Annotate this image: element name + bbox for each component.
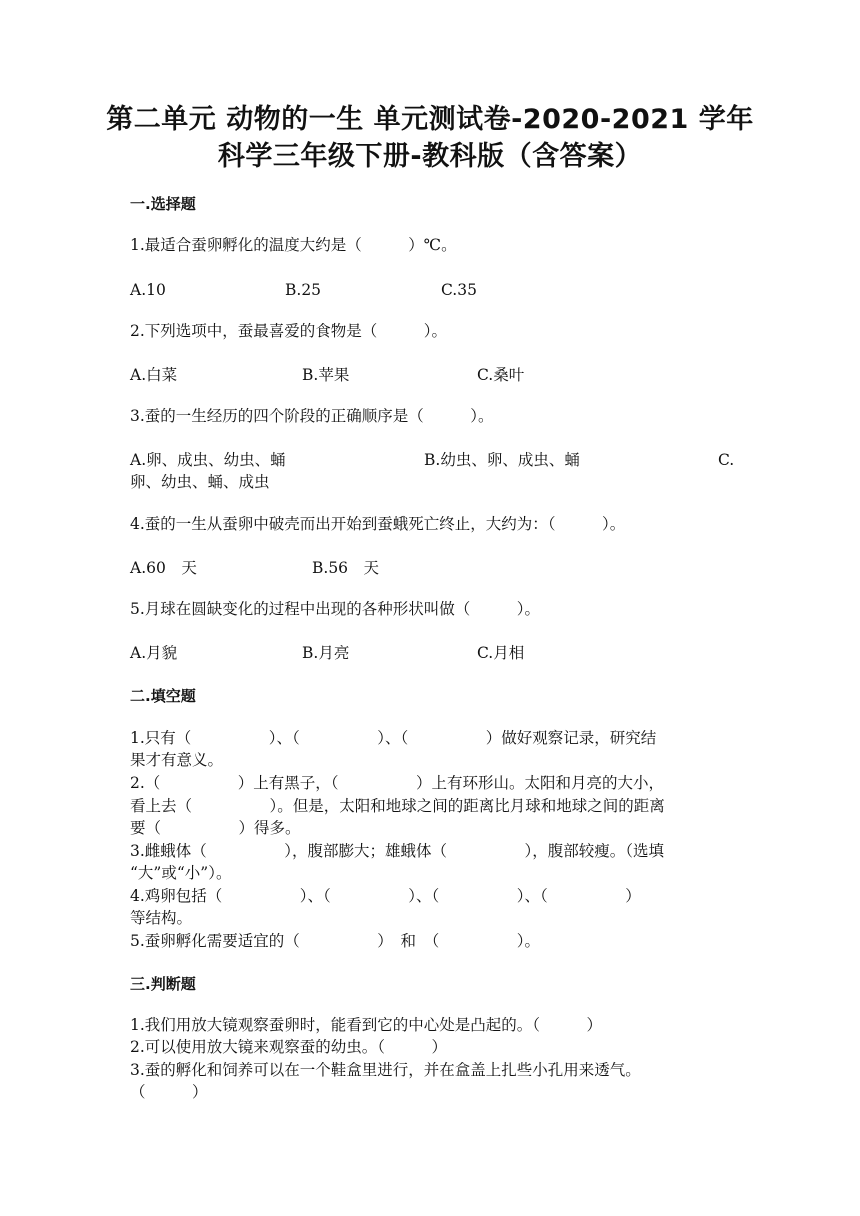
document-title-line-2: 科学三年级下册-教科版（含答案） xyxy=(217,141,643,172)
fill-blank-line: 1.只有（ ）、（ ）、（ ）做好观察记录，研究结 xyxy=(130,729,657,747)
question-4-text: 4.蚕的一生从蚕卵中破壳而出开始到蚕蛾死亡终止，大约为：（ ）。 xyxy=(130,515,626,533)
document-title-line-1: 第二单元 动物的一生 单元测试卷-2020-2021 学年 xyxy=(106,104,754,135)
fill-blank-line: “大”或“小”）。 xyxy=(130,864,232,882)
question-2-option-b: B.苹果 xyxy=(302,366,350,384)
fill-blank-line: 要（ ）得多。 xyxy=(130,819,301,837)
section-heading-fill-blank: 二.填空题 xyxy=(130,687,196,705)
true-false-line: 2.可以使用放大镜来观察蚕的幼虫。（ ） xyxy=(130,1038,448,1056)
question-1-option-a: A.10 xyxy=(130,281,166,299)
question-2-option-c: C.桑叶 xyxy=(477,366,525,384)
fill-blank-line: 5.蚕卵孵化需要适宜的（ ） 和 （ ）。 xyxy=(130,932,541,950)
question-4-option-b: B.56 天 xyxy=(312,559,380,577)
question-3-option-a: A.卵、成虫、幼虫、蛹 xyxy=(130,451,286,469)
question-3-option-c: C. xyxy=(718,451,735,469)
question-3-text: 3.蚕的一生经历的四个阶段的正确顺序是（ ）。 xyxy=(130,407,494,425)
question-1-text: 1.最适合蚕卵孵化的温度大约是（ ）℃。 xyxy=(130,236,457,254)
true-false-line: （ ） xyxy=(130,1083,208,1101)
question-1-option-c: C.35 xyxy=(441,281,477,299)
fill-blank-line: 2.（ ）上有黑子，（ ）上有环形山。太阳和月亮的大小， xyxy=(130,774,665,792)
true-false-line: 1.我们用放大镜观察蚕卵时，能看到它的中心处是凸起的。（ ） xyxy=(130,1016,603,1034)
question-3-option-b: B.幼虫、卵、成虫、蛹 xyxy=(424,451,580,469)
question-1-option-b: B.25 xyxy=(285,281,322,299)
question-3-option-c-continued: 卵、幼虫、蛹、成虫 xyxy=(130,473,270,491)
question-2-option-a: A.白菜 xyxy=(130,366,178,384)
question-4-option-a: A.60 天 xyxy=(130,559,197,577)
fill-blank-line: 等结构。 xyxy=(130,909,193,927)
question-5-option-c: C.月相 xyxy=(477,644,525,662)
fill-blank-line: 果才有意义。 xyxy=(130,751,224,769)
true-false-line: 3.蚕的孵化和饲养可以在一个鞋盒里进行，并在盒盖上扎些小孔用来透气。 xyxy=(130,1061,641,1079)
question-5-option-b: B.月亮 xyxy=(302,644,350,662)
question-5-text: 5.月球在圆缺变化的过程中出现的各种形状叫做（ ）。 xyxy=(130,600,541,618)
fill-blank-line: 看上去（ ）。但是，太阳和地球之间的距离比月球和地球之间的距离 xyxy=(130,797,665,815)
fill-blank-line: 4.鸡卵包括（ ）、（ ）、（ ）、（ ） xyxy=(130,887,641,905)
section-heading-true-false: 三.判断题 xyxy=(130,975,196,993)
question-2-text: 2.下列选项中，蚕最喜爱的食物是（ ）。 xyxy=(130,322,448,340)
question-5-option-a: A.月貌 xyxy=(130,644,178,662)
fill-blank-line: 3.雌蛾体（ ），腹部膨大；雄蛾体（ ），腹部较瘦。（选填 xyxy=(130,842,665,860)
section-heading-choice: 一.选择题 xyxy=(130,195,196,213)
